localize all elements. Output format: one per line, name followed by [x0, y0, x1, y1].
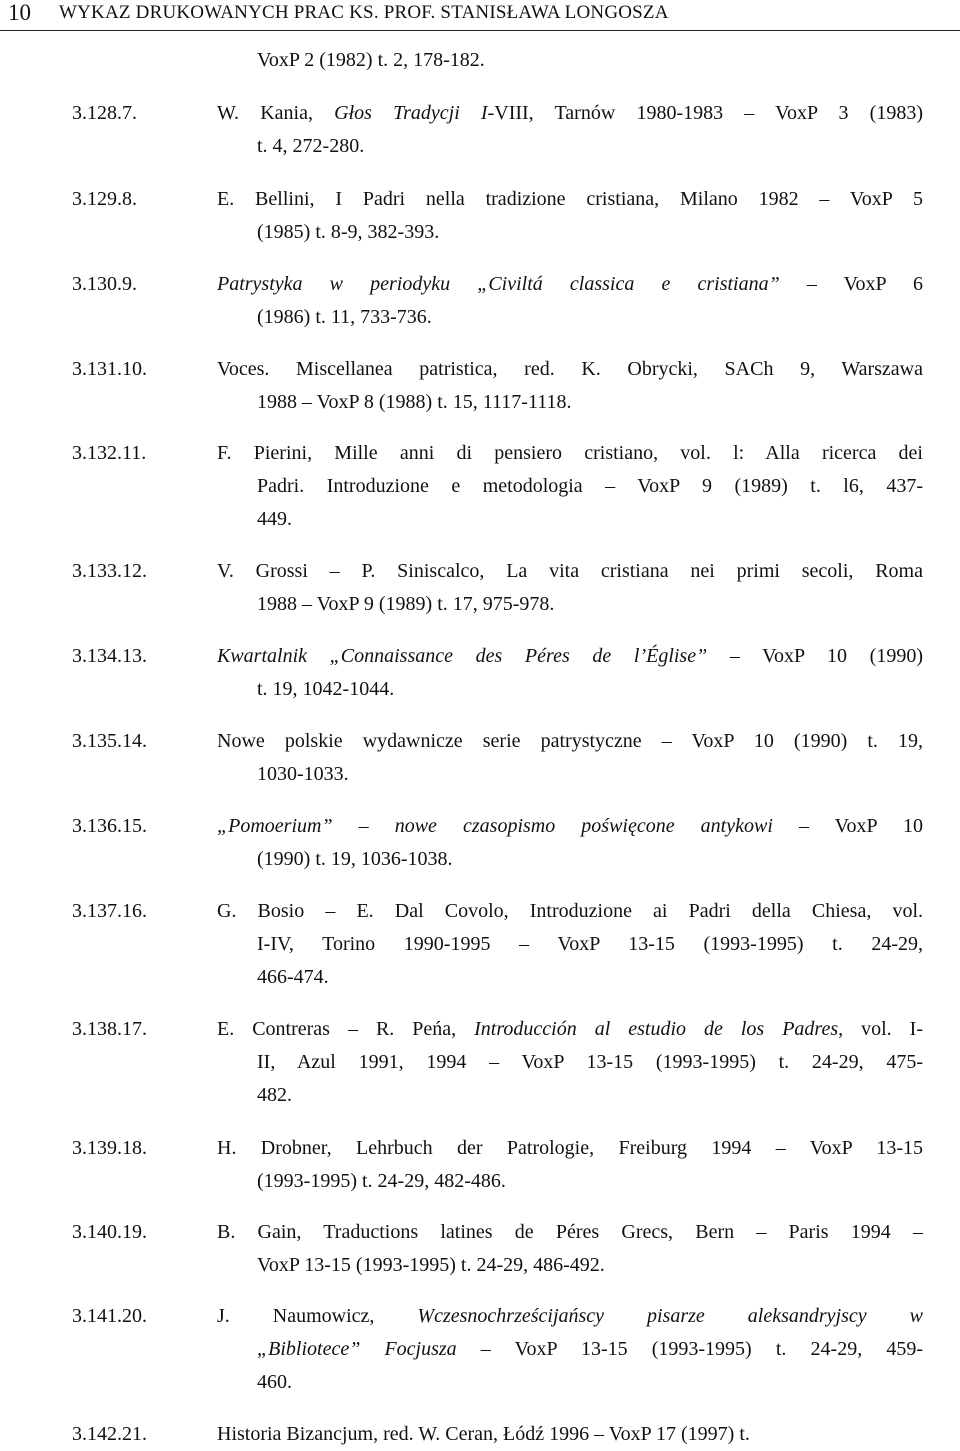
entry-text-segment: Padri. Introduzione e metodologia – VoxP 9 (1989) t. l6, 437- — [257, 475, 923, 497]
entry-text — [217, 1418, 923, 1451]
continuation-line: VoxP 2 (1982) t. 2, 178-182. — [257, 49, 485, 71]
entry-line — [217, 183, 923, 216]
entry-line — [217, 961, 923, 994]
entry-text-segment: t. 19, 1042-1044. — [257, 678, 395, 700]
entry-text — [217, 437, 923, 536]
entry-number: 3.128.7. — [72, 102, 137, 124]
entry-text — [217, 555, 923, 621]
entry-line — [217, 1216, 923, 1249]
entry-number: 3.142.21. — [72, 1423, 147, 1445]
entry-line — [217, 555, 923, 588]
entry-text-segment: 1988 – VoxP 8 (1988) t. 15, 1117-1118. — [257, 391, 572, 413]
italic-title: Kwartalnik „Connaissance des Péres de l’Église” — [217, 645, 708, 667]
entry-number: 3.138.17. — [72, 1018, 147, 1040]
entry-text-segment: I-IV, Torino 1990-1995 – VoxP 13-15 (1993-1995) t. 24-29, — [257, 933, 923, 955]
entry-line — [217, 1300, 923, 1333]
entry-text-segment: Historia Bizancjum, red. W. Ceran, Łódź 1996 – VoxP 17 (1997) t. — [217, 1423, 750, 1445]
italic-title: Patrystyka w periodyku „Civiltá classica e cristiana” — [217, 273, 780, 295]
entry-text — [217, 1300, 923, 1399]
entry-text-segment: 1988 – VoxP 9 (1989) t. 17, 975-978. — [257, 593, 555, 615]
entry-number: 3.140.19. — [72, 1221, 147, 1243]
entry-text — [217, 183, 923, 249]
entry-text-segment: 1030-1033. — [257, 763, 349, 785]
entry-line — [217, 470, 923, 503]
entry-text-segment: , vol. I- — [838, 1018, 923, 1040]
entry-number: 3.141.20. — [72, 1305, 147, 1327]
continuation-text — [217, 44, 923, 77]
entry-line — [217, 1132, 923, 1165]
entry-text-segment: (1993-1995) t. 24-29, 482-486. — [257, 1170, 506, 1192]
entry-number: 3.131.10. — [72, 358, 147, 380]
entry-text — [217, 1216, 923, 1282]
entry-line — [217, 386, 923, 419]
running-title: WYKAZ DRUKOWANYCH PRAC KS. PROF. STANISŁAWA LONGOSZA — [59, 2, 669, 23]
entry-line — [217, 1418, 923, 1451]
entry-text-segment: 460. — [257, 1371, 292, 1393]
italic-title: „Pomoerium” – nowe czasopismo poświęcone antykowi — [217, 815, 773, 837]
entry-line — [217, 503, 923, 536]
entry-text-segment: G. Bosio – E. Dal Covolo, Introduzione ai Padri della Chiesa, vol. — [217, 900, 923, 922]
entry-line — [217, 843, 923, 876]
entry-line — [217, 1013, 923, 1046]
entry-text-segment: Nowe polskie wydawnicze serie patrystyczne – VoxP 10 (1990) t. 19, — [217, 730, 923, 752]
entry-number: 3.132.11. — [72, 442, 147, 464]
entry-text-segment: Voces. Miscellanea patristica, red. K. Obrycki, SACh 9, Warszawa — [217, 358, 923, 380]
entry-text — [217, 725, 923, 791]
entry-text-segment: – VoxP 6 — [779, 273, 924, 295]
entry-text-segment: J. Naumowicz, — [217, 1305, 418, 1327]
entry-text-segment: 482. — [257, 1084, 292, 1106]
entry-number: 3.134.13. — [72, 645, 147, 667]
entry-number: 3.139.18. — [72, 1137, 147, 1159]
entry-text-segment: – VoxP 13-15 (1993-1995) t. 24-29, 459- — [456, 1338, 923, 1360]
entry-line — [217, 928, 923, 961]
entry-line — [217, 758, 923, 791]
entry-line — [217, 673, 923, 706]
entry-text — [217, 353, 923, 419]
entry-line — [217, 437, 923, 470]
entry-line — [217, 301, 923, 334]
entry-text — [217, 1013, 923, 1112]
entry-text-segment: V. Grossi – P. Siniscalco, La vita cristiana nei primi secoli, Roma — [217, 560, 923, 582]
entry-text-segment: t. 4, 272-280. — [257, 135, 365, 157]
running-header — [0, 0, 960, 31]
italic-title: Introducción al estudio de los Padres — [474, 1018, 839, 1040]
italic-title: Głos Tradycji I — [334, 102, 488, 124]
entry-number: 3.129.8. — [72, 188, 137, 210]
entry-line — [217, 1366, 923, 1399]
entry-line — [217, 1249, 923, 1282]
entry-text-segment: H. Drobner, Lehrbuch der Patrologie, Freiburg 1994 – VoxP 13-15 — [217, 1137, 923, 1159]
entry-number: 3.135.14. — [72, 730, 147, 752]
entry-text-segment: W. Kania, — [217, 102, 335, 124]
entry-line — [217, 588, 923, 621]
entry-line — [217, 725, 923, 758]
entry-text-segment: II, Azul 1991, 1994 – VoxP 13-15 (1993-1995) t. 24-29, 475- — [257, 1051, 923, 1073]
entry-line — [217, 895, 923, 928]
italic-title: Wczesnochrześcijańscy pisarze aleksandryjscy w — [417, 1305, 923, 1327]
entry-line — [217, 130, 923, 163]
entry-number: 3.136.15. — [72, 815, 147, 837]
entry-text-segment: E. Bellini, I Padri nella tradizione cristiana, Milano 1982 – VoxP 5 — [217, 188, 923, 210]
entry-line — [217, 97, 923, 130]
entry-line — [217, 810, 923, 843]
entry-text-segment: VoxP 13-15 (1993-1995) t. 24-29, 486-492. — [257, 1254, 605, 1276]
page-number: 10 — [8, 0, 31, 25]
entry-text-segment: (1985) t. 8-9, 382-393. — [257, 221, 440, 243]
entry-text — [217, 268, 923, 334]
entry-text-segment: B. Gain, Traductions latines de Péres Grecs, Bern – Paris 1994 – — [217, 1221, 923, 1243]
entry-line — [217, 268, 923, 301]
entry-text-segment: -VIII, Tarnów 1980-1983 – VoxP 3 (1983) — [487, 102, 923, 124]
entry-text-segment: 449. — [257, 508, 292, 530]
entry-text-segment: – VoxP 10 — [772, 815, 923, 837]
entry-number: 3.130.9. — [72, 273, 137, 295]
italic-title: „Bibliotece” Focjusza — [257, 1338, 457, 1360]
entry-text — [217, 97, 923, 163]
entry-text — [217, 895, 923, 994]
entry-line — [217, 353, 923, 386]
entry-text-segment: (1986) t. 11, 733-736. — [257, 306, 432, 328]
entry-text-segment: (1990) t. 19, 1036-1038. — [257, 848, 453, 870]
entry-text-segment: – VoxP 10 (1990) — [707, 645, 923, 667]
entry-text — [217, 810, 923, 876]
entry-line — [217, 640, 923, 673]
entry-line — [217, 1046, 923, 1079]
entry-line — [217, 216, 923, 249]
entry-number: 3.137.16. — [72, 900, 147, 922]
entry-line — [217, 1079, 923, 1112]
entry-number: 3.133.12. — [72, 560, 147, 582]
entry-line — [217, 1165, 923, 1198]
entry-text-segment: E. Contreras – R. Peńa, — [217, 1018, 475, 1040]
entry-text-segment: 466-474. — [257, 966, 329, 988]
entry-line — [217, 1333, 923, 1366]
entry-text — [217, 640, 923, 706]
entry-text-segment: F. Pierini, Mille anni di pensiero cristiano, vol. l: Alla ricerca dei — [217, 442, 923, 464]
entry-text — [217, 1132, 923, 1198]
